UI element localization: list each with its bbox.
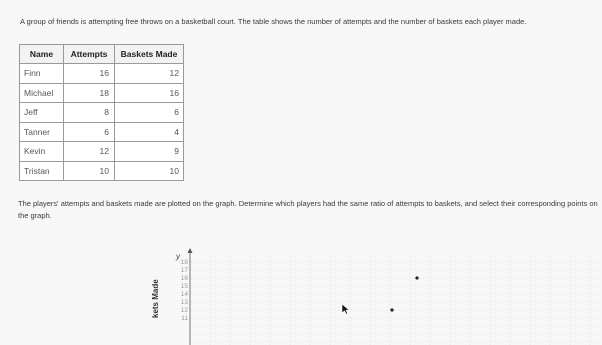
y-tick-label: 12 bbox=[180, 307, 188, 314]
table-row bbox=[20, 122, 184, 142]
player-baskets: 6 bbox=[115, 103, 184, 123]
y-tick-label: 15 bbox=[180, 283, 188, 290]
header-name: Name bbox=[20, 45, 64, 64]
plot-point[interactable] bbox=[390, 308, 393, 311]
mouse-pointer-icon bbox=[341, 303, 350, 315]
y-variable-label: y bbox=[176, 252, 180, 261]
plot-point[interactable] bbox=[415, 276, 418, 279]
table-row bbox=[20, 64, 184, 84]
player-attempts: 16 bbox=[64, 64, 115, 84]
player-attempts: 18 bbox=[64, 83, 115, 103]
player-name: Michael bbox=[20, 83, 64, 103]
player-attempts: 6 bbox=[64, 122, 115, 142]
y-tick-label: 11 bbox=[181, 315, 188, 322]
table-row bbox=[20, 161, 184, 181]
y-tick-label: 16 bbox=[180, 275, 188, 282]
player-name: Tanner bbox=[20, 122, 64, 142]
player-baskets: 16 bbox=[115, 83, 184, 103]
table-header-row bbox=[20, 45, 184, 64]
table-row bbox=[20, 103, 184, 123]
player-name: Jeff bbox=[20, 103, 64, 123]
graph-grid bbox=[190, 252, 602, 345]
players-table bbox=[19, 44, 184, 181]
y-axis-title: kets Made bbox=[151, 279, 160, 318]
player-baskets: 4 bbox=[115, 122, 184, 142]
y-tick-label: 18 bbox=[180, 259, 188, 266]
header-attempts: Attempts bbox=[64, 45, 115, 64]
player-baskets: 12 bbox=[115, 64, 184, 84]
y-tick-label: 17 bbox=[180, 267, 188, 274]
player-baskets: 10 bbox=[115, 161, 184, 181]
player-name: Tristan bbox=[20, 161, 64, 181]
header-baskets-made: Baskets Made bbox=[115, 45, 184, 64]
problem-intro: A group of friends is attempting free throws on a basketball court. The table shows the number of attempts and the number of baskets each player made. bbox=[20, 17, 527, 26]
player-name: Kevin bbox=[20, 142, 64, 162]
player-baskets: 9 bbox=[115, 142, 184, 162]
player-attempts: 10 bbox=[64, 161, 115, 181]
y-axis bbox=[188, 248, 193, 345]
player-attempts: 8 bbox=[64, 103, 115, 123]
instructions: The players' attempts and baskets made are plotted on the graph. Determine which players had the same ratio of attempts to baskets, and select their corresponding points on the graph. bbox=[18, 199, 598, 220]
graph-plot[interactable] bbox=[145, 248, 602, 345]
y-tick-label: 14 bbox=[180, 291, 188, 298]
y-tick-label: 13 bbox=[180, 299, 188, 306]
table-row bbox=[20, 142, 184, 162]
player-name: Finn bbox=[20, 64, 64, 84]
player-attempts: 12 bbox=[64, 142, 115, 162]
table-row bbox=[20, 83, 184, 103]
